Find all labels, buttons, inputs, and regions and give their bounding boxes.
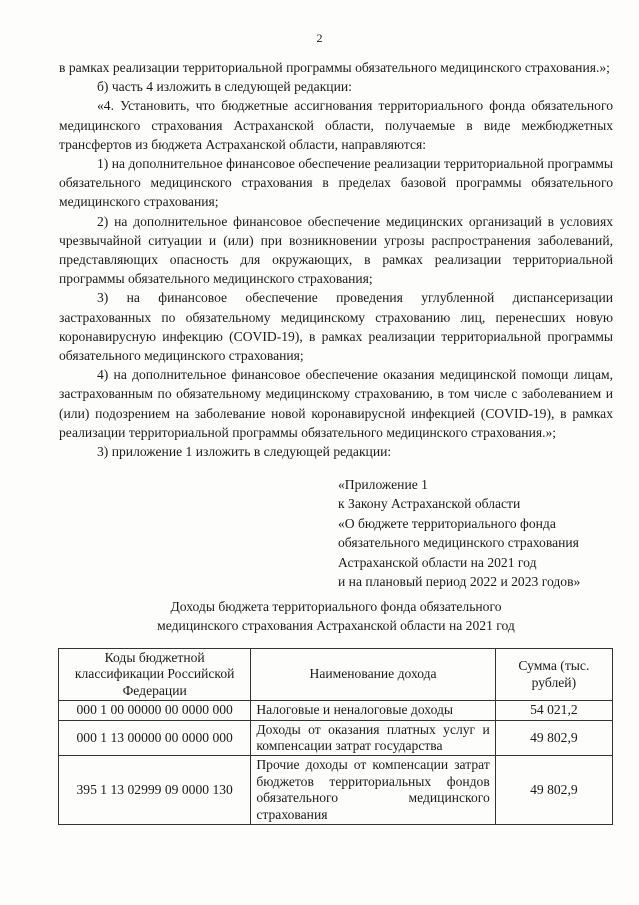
table-row: [59, 756, 613, 825]
table-title-line: Доходы бюджета территориального фонда обязательного: [170, 599, 502, 614]
appendix-line: обязательного медицинского страхования: [338, 535, 579, 551]
cell-code: 000 1 13 00000 00 0000 000: [59, 720, 251, 756]
paragraph-item-1: 1) на дополнительное финансовое обеспечение реализации территориальной программы обязательного медицинского страхования в пределах базовой программы обязательного медицинского страхования;: [59, 156, 613, 210]
cell-name: Доходы от оказания платных услуг и компенсации затрат государства: [251, 720, 495, 756]
cell-sum: 54 021,2: [495, 701, 612, 720]
table-title: [59, 597, 613, 635]
paragraph-item-3: 3) на финансовое обеспечение проведения углубленной диспансеризации застрахованных по обязательному медицинскому страхованию лиц, перенесших новую коронавирусную инфекцию (COVID-19), в рамках реализации территориальной программы обязательного медицинского страхования;: [59, 290, 613, 364]
paragraph-part-4: «4. Установить, что бюджетные ассигнования территориального фонда обязательного медицинского страхования Астраханской области, получаемые в виде межбюджетных трансфертов из бюджета Астраханской области, направляются:: [59, 98, 613, 152]
cell-sum: 49 802,9: [495, 720, 612, 756]
paragraph-item-4: 4) на дополнительное финансовое обеспечение оказания медицинской помощи лицам, застрахованным по обязательному медицинскому страхованию, в том числе с заболеванием и (или) подозрением на заболевание новой коронавирусной инфекцией (COVID-19), в рамках реализации территориальной программы обязательного медицинского страхования.»;: [59, 367, 613, 440]
table-row: [59, 720, 613, 756]
cell-name: Налоговые и неналоговые доходы: [251, 701, 495, 720]
appendix-line: Астраханской области на 2021 год: [338, 554, 537, 570]
cell-code: 395 1 13 02999 09 0000 130: [59, 756, 251, 825]
paragraph-item-2: 2) на дополнительное финансовое обеспечение медицинских организаций в условиях чрезвычайной ситуации и (или) при возникновении угрозы распространения заболеваний, представляющих опасность для окружающих, в рамках реализации территориальной программы обязательного медицинского страхования;: [59, 213, 613, 287]
appendix-reference: [338, 475, 613, 591]
cell-sum: 49 802,9: [495, 756, 612, 825]
header-name: Наименование дохода: [251, 649, 495, 701]
document-body: [59, 58, 613, 461]
appendix-line: к Закону Астраханской области: [338, 496, 521, 512]
table-header-row: [59, 649, 613, 701]
page-number: 2: [316, 31, 323, 45]
table-title-line: медицинского страхования Астраханской области на 2021 год: [157, 618, 515, 634]
appendix-line: «Приложение 1: [338, 477, 428, 492]
income-table: [58, 648, 613, 825]
cell-code: 000 1 00 00000 00 0000 000: [59, 701, 251, 720]
paragraph-part-b: б) часть 4 изложить в следующей редакции:: [97, 79, 352, 95]
cell-name: Прочие доходы от компенсации затрат бюджетов территориальных фондов обязательного медицинского страхования: [251, 756, 495, 825]
paragraph-continuation: в рамках реализации территориальной программы обязательного медицинского страхования.»;: [59, 60, 610, 75]
table-row: [59, 701, 613, 720]
appendix-line: и на плановый период 2022 и 2023 годов»: [338, 574, 581, 590]
header-code: Коды бюджетной классификации Российской Федерации: [59, 649, 251, 701]
paragraph-appendix-instruction: 3) приложение 1 изложить в следующей редакции:: [97, 444, 392, 460]
header-sum: Сумма (тыс. рублей): [495, 649, 612, 701]
appendix-line: «О бюджете территориального фонда: [338, 515, 556, 531]
